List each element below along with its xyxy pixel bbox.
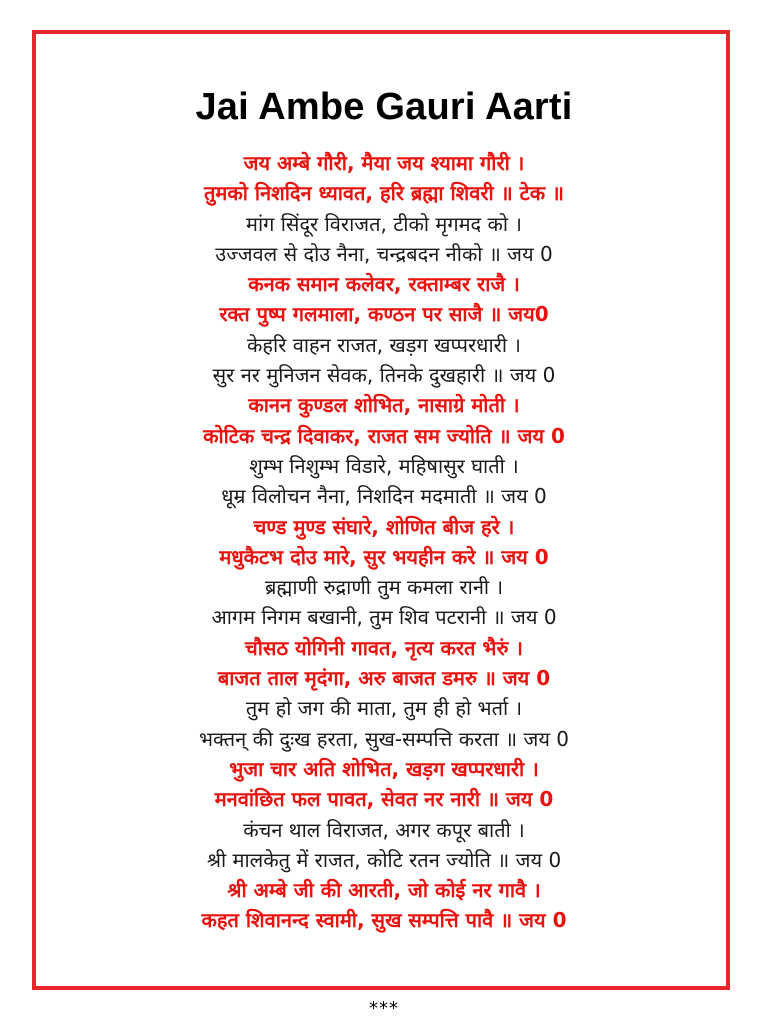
verse-line: मधुकैटभ दोउ मारे, सुर भयहीन करे ॥ जय 0 xyxy=(219,544,549,569)
verse-line: श्री मालकेतु में राजत, कोटि रतन ज्योति ॥ जय 0 xyxy=(206,847,562,872)
verse-line: चण्ड मुण्ड संघारे, शोणित बीज हरे । xyxy=(253,514,515,539)
verse-line: सुर नर मुनिजन सेवक, तिनके दुखहारी ॥ जय 0 xyxy=(212,363,556,388)
verse-line: आगम निगम बखानी, तुम शिव पटरानी ॥ जय 0 xyxy=(211,605,557,630)
verse-line: रक्त पुष्प गलमाला, कण्ठन पर साजै ॥ जय0 xyxy=(219,302,549,327)
page-title: Jai Ambe Gauri Aarti xyxy=(195,86,573,128)
verse-line: कनक समान कलेवर, रक्ताम्बर राजै । xyxy=(248,272,520,297)
verse-line: भुजा चार अति शोभित, खड़ग खप्परधारी । xyxy=(229,756,539,781)
verse-line: कानन कुण्डल शोभित, नासाग्रे मोती । xyxy=(248,393,520,418)
verse-line: तुमको निशदिन ध्यावत, हरि ब्रह्मा शिवरी ॥ टेक ॥ xyxy=(203,181,565,206)
verse-line: कंचन थाल विराजत, अगर कपूर बाती । xyxy=(243,817,525,842)
verse-line: मांग सिंदूर विराजत, टीको मृगमद को । xyxy=(245,211,523,236)
verse-line: श्री अम्बे जी की आरती, जो कोई नर गावै । xyxy=(227,878,541,903)
verse-line: ब्रह्माणी रुद्राणी तुम कमला रानी । xyxy=(264,575,504,600)
aarti-verses xyxy=(40,148,728,936)
verse-line: तुम हो जग की माता, तुम ही हो भर्ता । xyxy=(245,696,523,721)
verse-line: केहरि वाहन राजत, खड़ग खप्परधारी । xyxy=(247,332,521,357)
footer-separator: *** xyxy=(369,998,399,1019)
verse-line: धूम्र विलोचन नैना, निशदिन मदमाती ॥ जय 0 xyxy=(221,484,547,509)
verse-line: भक्तन् की दुःख हरता, सुख-सम्पत्ति करता ॥ जय 0 xyxy=(198,726,570,751)
verse-line: चौसठ योगिनी गावत, नृत्य करत भैरुं । xyxy=(245,635,523,660)
verse-line: जय अम्बे गौरी, मैया जय श्यामा गौरी । xyxy=(243,151,525,175)
verse-line: उज्जवल से दोउ नैना, चन्द्रबदन नीको ॥ जय 0 xyxy=(215,241,553,266)
verse-line: कहत शिवानन्द स्वामी, सुख सम्पत्ति पावै ॥ जय 0 xyxy=(201,908,567,933)
verse-line: कोटिक चन्द्र दिवाकर, राजत सम ज्योति ॥ जय 0 xyxy=(203,423,565,448)
verse-line: मनवांछित फल पावत, सेवत नर नारी ॥ जय 0 xyxy=(214,787,554,812)
verse-line: शुम्भ निशुम्भ विडारे, महिषासुर घाती । xyxy=(249,453,519,478)
verse-line: बाजत ताल मृदंगा, अरु बाजत डमरु ॥ जय 0 xyxy=(217,666,551,691)
